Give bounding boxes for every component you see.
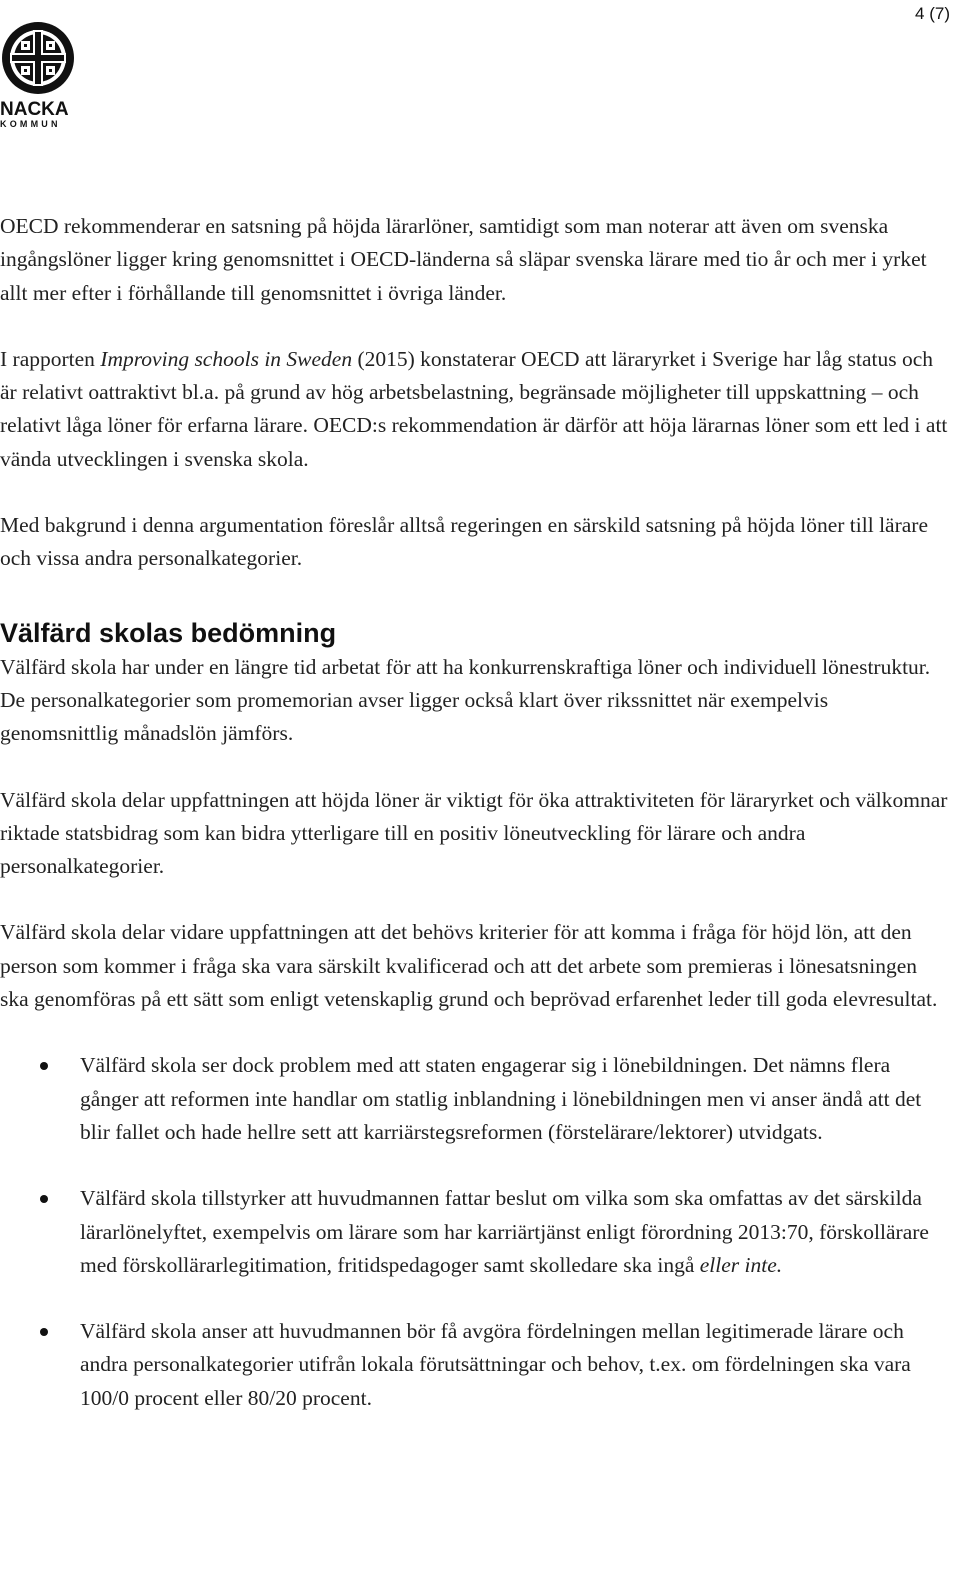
nacka-kommun-logo xyxy=(0,20,80,129)
paragraph-assessment-1: Välfärd skola har under en längre tid arbetat för att ha konkurrenskraftiga löner och individuell lönestruktur. De personalkategorier som promemorian avser ligger också klart över rikssnittet när exempelvis genomsnittlig månadslön jämförs. xyxy=(0,654,931,746)
logo-sub: KOMMUN xyxy=(0,119,61,129)
section-heading: Välfärd skolas bedömning xyxy=(0,617,337,648)
logo-name: NACKA xyxy=(0,99,69,120)
paragraph-oecd-report xyxy=(0,343,948,476)
list-item xyxy=(0,1182,948,1282)
list-item xyxy=(0,1315,948,1415)
page-number: 4 (7) xyxy=(915,4,950,23)
report-title: Improving schools in Sweden xyxy=(100,346,353,371)
paragraph-assessment-3: Välfärd skola delar vidare uppfattningen att det behövs kriterier för att komma i fråga för höjd lön, att den person som kommer i fråga ska vara särskilt kvalificerad och att det arbete som premieras i lönesatsningen ska genomföras på ett sätt som enligt vetenskaplig grund och beprövad erfarenhet leder till goda elevresultat. xyxy=(0,920,938,1012)
assessment-bullet-list xyxy=(0,1049,948,1415)
bullet-text: Välfärd skola tillstyrker att huvudmannen fattar beslut om vilka som ska omfattas av det särskilda lärarlönelyftet, exempelvis om lärare som har karriärtjänst enligt förordning 2013:70, förskollärare med förskollärarlegitimation, fritidspedagoger samt skolledare ska ingå xyxy=(80,1186,929,1277)
paragraph-assessment-2: Välfärd skola delar uppfattningen att höjda löner är viktigt för öka attraktiviteten för läraryrket och välkomnar riktade statsbidrag som kan bidra ytterligare till en positiv löneutveckling för lärare och andra personalkategorier. xyxy=(0,787,948,879)
document-body xyxy=(0,210,948,1448)
nacka-emblem-icon xyxy=(0,20,76,96)
bullet-icon xyxy=(40,1195,48,1203)
paragraph-oecd-report-start: I rapporten xyxy=(0,346,101,371)
bullet-icon xyxy=(40,1062,48,1070)
paragraph-oecd-report-rest: (2015) konstaterar OECD att läraryrket i Sverige har låg status och är relativt oattraktivt bl.a. på grund av hög arbetsbelastning, begränsade möjligheter till uppskattning – och relativt låga löner för erfarna lärare. OECD:s rekommendation är därför att höja lärarnas löner som ett led i att vända utvecklingen i svenska skola. xyxy=(0,346,948,471)
paragraph-government-proposal: Med bakgrund i denna argumentation föreslår alltså regeringen en särskild satsning på höjda löner till lärare och vissa andra personalkategorier. xyxy=(0,513,928,571)
bullet-icon xyxy=(40,1328,48,1336)
bullet-text: Välfärd skola anser att huvudmannen bör få avgöra fördelningen mellan legitimerade lärare och andra personalkategorier utifrån lokala förutsättningar och behov, t.ex. om fördelningen ska vara 100/0 procent eller 80/20 procent. xyxy=(80,1319,911,1410)
list-item xyxy=(0,1049,948,1149)
paragraph-oecd-recommendation: OECD rekommenderar en satsning på höjda lärarlöner, samtidigt som man noterar att även om svenska ingångslöner ligger kring genomsnittet i OECD-länderna så släpar svenska lärare med tio år och mer i yrket allt mer efter i förhållande till genomsnittet i övriga länder. xyxy=(0,214,927,305)
bullet-italic-text: eller inte. xyxy=(699,1252,783,1277)
bullet-text: Välfärd skola ser dock problem med att staten engagerar sig i lönebildningen. Det nämns flera gånger att reformen inte handlar om statlig inblandning i lönebildningen men vi anser ändå att det blir fallet och hade hellre sett att karriärstegsreformen (förstelärare/lektorer) utvidgats. xyxy=(80,1053,922,1144)
